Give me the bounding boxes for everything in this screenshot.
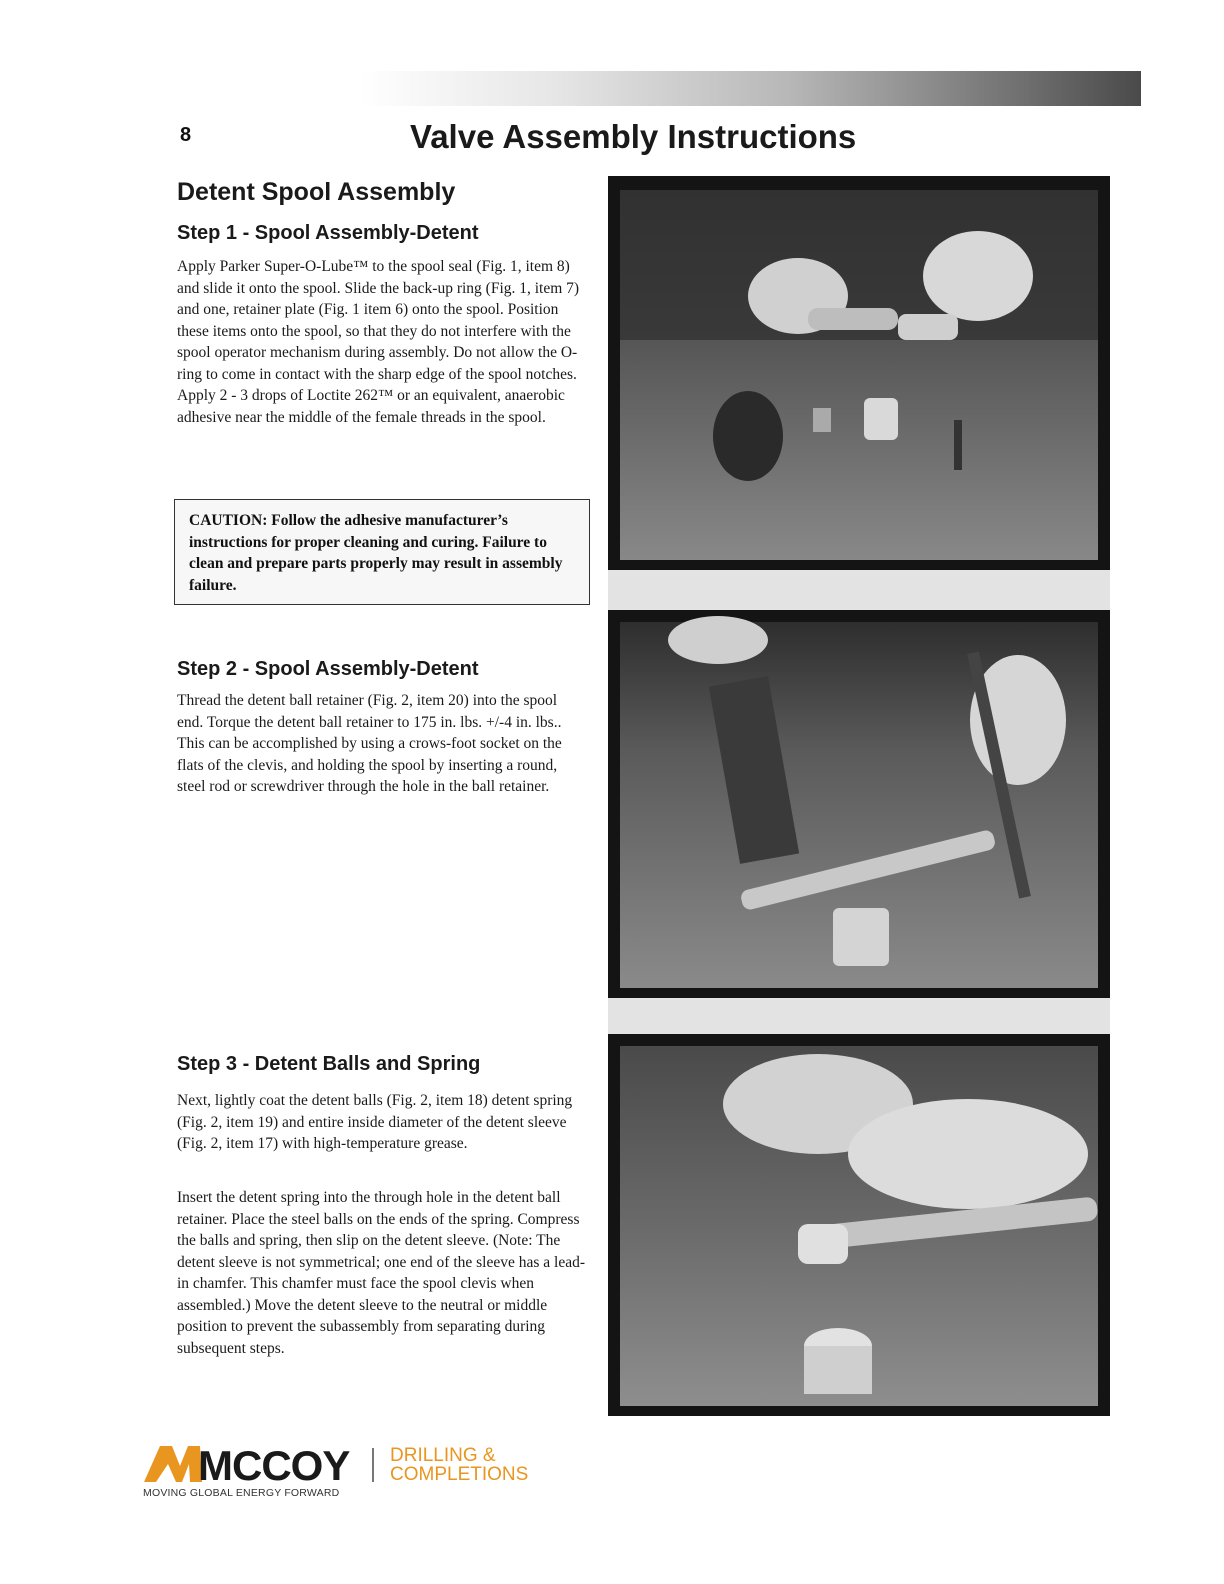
step-1-title: Step 1 - Spool Assembly-Detent	[177, 222, 479, 244]
step-1-text: Apply Parker Super-O-Lube™ to the spool seal (Fig. 1, item 8) and slide it onto the spool. Slide the back-up ring (Fig. 1, item 7) and one, retainer plate (Fig. 1 item 6) onto the spool. Position these items onto the spool, so that they do not interfere with the spool operator mechanism during assembly. Do not allow the O-ring to come in contact with the sharp edge of the spool notches. Apply 2 - 3 drops of Loctite 262™ or an equivalent, anaerobic adhesive near the middle of the female threads in the spool.	[177, 258, 580, 426]
logo-tagline: MOVING GLOBAL ENERGY FORWARD	[143, 1487, 340, 1499]
logo-wordmark: MCCOY	[198, 1444, 350, 1484]
step-1-photo	[608, 176, 1110, 570]
mccoy-logo	[142, 1444, 357, 1489]
step-2-text: Thread the detent ball retainer (Fig. 2, item 20) into the spool end. Torque the detent ball retainer to 175 in. lbs. +/-4 in. lbs.. This can be accomplished by using a crows-foot socket on the flats of the clevis, and holding the spool by inserting a round, steel rod or screwdriver through the hole in the ball retainer.	[177, 692, 562, 795]
section-title: Detent Spool Assembly	[177, 178, 456, 206]
step-2-title: Step 2 - Spool Assembly-Detent	[177, 658, 479, 680]
page-title: Valve Assembly Instructions	[410, 118, 857, 155]
division-line-1: DRILLING &	[390, 1445, 496, 1466]
step-3-photo	[608, 1034, 1110, 1416]
photo-divider-strip	[608, 570, 1110, 610]
division-line-2: COMPLETIONS	[390, 1464, 529, 1485]
footer-divider	[372, 1448, 374, 1482]
step-2-photo	[608, 610, 1110, 998]
photo-divider-strip	[608, 998, 1110, 1034]
step-3-text-1: Next, lightly coat the detent balls (Fig. 2, item 18) detent spring (Fig. 2, item 19) and entire inside diameter of the detent sleeve (Fig. 2, item 17) with high-temperature grease.	[177, 1092, 573, 1152]
step-3-text-2: Insert the detent spring into the through hole in the detent ball retainer. Place the steel balls on the ends of the spring. Compress the balls and spring, then slip on the detent sleeve. (Note: The detent sleeve is not symmetrical; one end of the sleeve has a lead-in chamfer. This chamfer must face the spool clevis when assembled.) Move the detent sleeve to the neutral or middle position to prevent the subassembly from separating during subsequent steps.	[177, 1189, 586, 1357]
caution-box: CAUTION: Follow the adhesive manufacturer’s instructions for proper cleaning and curing. Failure to clean and prepare parts properly may result in assembly failure.	[174, 499, 590, 605]
step-3-title: Step 3 - Detent Balls and Spring	[177, 1053, 481, 1075]
page-number: 8	[180, 124, 192, 146]
header-gradient-bar	[360, 71, 1141, 106]
